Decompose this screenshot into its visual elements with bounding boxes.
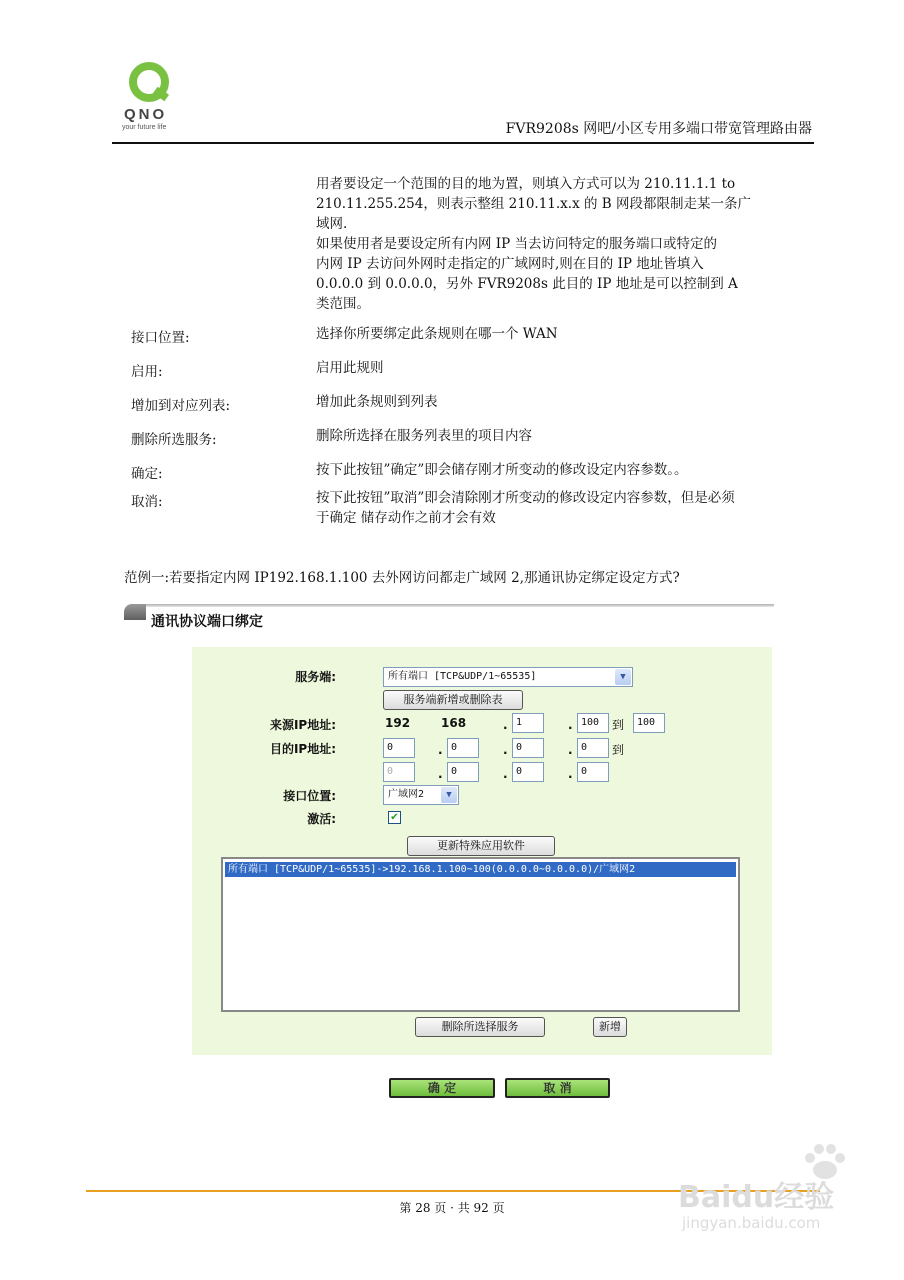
figure-section-title: 通讯协议端口绑定: [151, 614, 263, 630]
source-ip-octet-3-input[interactable]: 1: [512, 713, 544, 733]
dest-ip-from-octet-4[interactable]: 0: [577, 738, 609, 758]
add-button[interactable]: 新增: [593, 1017, 627, 1037]
def-label-ok: 确定:: [131, 466, 163, 482]
section-header-bar: [146, 604, 774, 607]
range-to-label: 到: [612, 743, 625, 757]
interface-select-value: 广域网2: [388, 789, 425, 800]
example-caption: 范例一:若要指定内网 IP192.168.1.100 去外网访问都走广域网 2,那通讯协定绑定设定方式?: [124, 570, 680, 586]
def-label-enable: 启用:: [131, 364, 163, 380]
source-ip-octet-1: 192: [385, 716, 411, 730]
watermark-url: jingyan.baidu.com: [682, 1214, 821, 1232]
intro-line: 210.11.255.254，则表示整组 210.11.x.x 的 B 网段都限制走某一条广: [316, 196, 751, 212]
cancel-button[interactable]: 取 消: [505, 1078, 610, 1098]
intro-line: 类范围。: [316, 296, 370, 312]
interface-select[interactable]: [383, 785, 459, 805]
def-desc-interface: 选择你所要绑定此条规则在哪一个 WAN: [316, 326, 558, 342]
chevron-down-icon: ▼: [441, 787, 457, 803]
source-ip-octet-4-input[interactable]: 100: [577, 713, 609, 733]
def-desc-cancel-line: 于确定 储存动作之前才会有效: [316, 510, 496, 526]
qno-logo-icon: [124, 62, 174, 106]
def-label-delete-service: 删除所选服务:: [131, 432, 217, 448]
service-rule-list[interactable]: [221, 857, 740, 1012]
delete-selected-service-button[interactable]: 删除所选择服务: [415, 1017, 545, 1037]
dest-ip-to-octet-2[interactable]: 0: [447, 762, 479, 782]
ip-dot: .: [503, 718, 508, 732]
header-divider: [112, 142, 814, 144]
ip-dot: .: [503, 767, 508, 781]
baidu-watermark: [678, 1142, 858, 1238]
intro-paragraph: [316, 174, 786, 314]
range-to-label: 到: [612, 718, 625, 732]
ip-dot: .: [438, 767, 443, 781]
intro-line: 0.0.0.0 到 0.0.0.0，另外 FVR9208s 此目的 IP 地址是可以控制到 A: [316, 276, 738, 292]
ip-dot: .: [568, 718, 573, 732]
document-title: FVR9208s 网吧/小区专用多端口带宽管理路由器: [505, 121, 812, 137]
dest-ip-from-octet-2[interactable]: 0: [447, 738, 479, 758]
dest-ip-to-octet-3[interactable]: 0: [512, 762, 544, 782]
ip-dot: .: [503, 743, 508, 757]
ip-dot: .: [568, 767, 573, 781]
dest-ip-label: 目的IP地址:: [269, 742, 336, 756]
chevron-down-icon: ▼: [615, 669, 631, 685]
service-manage-button[interactable]: 服务端新增或删除表: [383, 690, 523, 710]
dest-ip-to-octet-1[interactable]: 0: [383, 762, 415, 782]
logo-tagline: your future life: [122, 124, 167, 131]
ip-dot: .: [568, 743, 573, 757]
intro-line: 用者要设定一个范围的目的地为置，则填入方式可以为 210.11.1.1 to: [316, 176, 736, 192]
def-label-add-to-list: 增加到对应列表:: [131, 398, 231, 414]
page-number: 第 28 页 · 共 92 页: [399, 1201, 505, 1215]
service-label: 服务端:: [295, 670, 336, 684]
ok-button[interactable]: 确 定: [389, 1078, 495, 1098]
ip-dot: .: [438, 743, 443, 757]
dest-ip-to-octet-4[interactable]: 0: [577, 762, 609, 782]
intro-line: 内网 IP 去访问外网时走指定的广域网时,则在目的 IP 地址皆填入: [316, 256, 704, 272]
update-special-apps-button[interactable]: 更新特殊应用软件: [407, 836, 555, 856]
list-item[interactable]: 所有端口 [TCP&UDP/1~65535]->192.168.1.100~100(0.0.0.0~0.0.0.0)/广域网2: [225, 862, 736, 877]
def-desc-enable: 启用此规则: [316, 360, 384, 376]
logo-wordmark: QNO: [124, 106, 168, 123]
dest-ip-from-octet-1[interactable]: 0: [383, 738, 415, 758]
source-ip-octet-2: 168: [441, 716, 467, 730]
def-desc-delete-service: 删除所选择在服务列表里的项目内容: [316, 428, 532, 444]
enable-checkbox[interactable]: ✔: [388, 811, 401, 824]
source-ip-label: 来源IP地址:: [269, 718, 336, 732]
intro-line: 域网.: [316, 216, 348, 232]
def-desc-add-to-list: 增加此条规则到列表: [316, 394, 438, 410]
service-select-value: 所有端口 [TCP&UDP/1~65535]: [388, 671, 537, 682]
section-header-icon: [124, 604, 146, 620]
def-label-interface: 接口位置:: [131, 330, 190, 346]
interface-label: 接口位置:: [283, 789, 336, 803]
service-select[interactable]: [383, 667, 633, 687]
watermark-brand: Baidu经验: [678, 1180, 835, 1215]
def-label-cancel: 取消:: [131, 494, 163, 510]
dest-ip-from-octet-3[interactable]: 0: [512, 738, 544, 758]
source-ip-to-input[interactable]: 100: [633, 713, 665, 733]
def-desc-cancel: [316, 488, 786, 528]
intro-line: 如果使用者是要设定所有内网 IP 当去访问特定的服务端口或特定的: [316, 236, 717, 252]
enable-label: 激活:: [307, 812, 336, 826]
def-desc-ok: 按下此按钮”确定”即会储存刚才所变动的修改设定内容参数。。: [316, 462, 688, 478]
def-desc-cancel-line: 按下此按钮”取消”即会清除刚才所变动的修改设定内容参数，但是必须: [316, 490, 735, 506]
